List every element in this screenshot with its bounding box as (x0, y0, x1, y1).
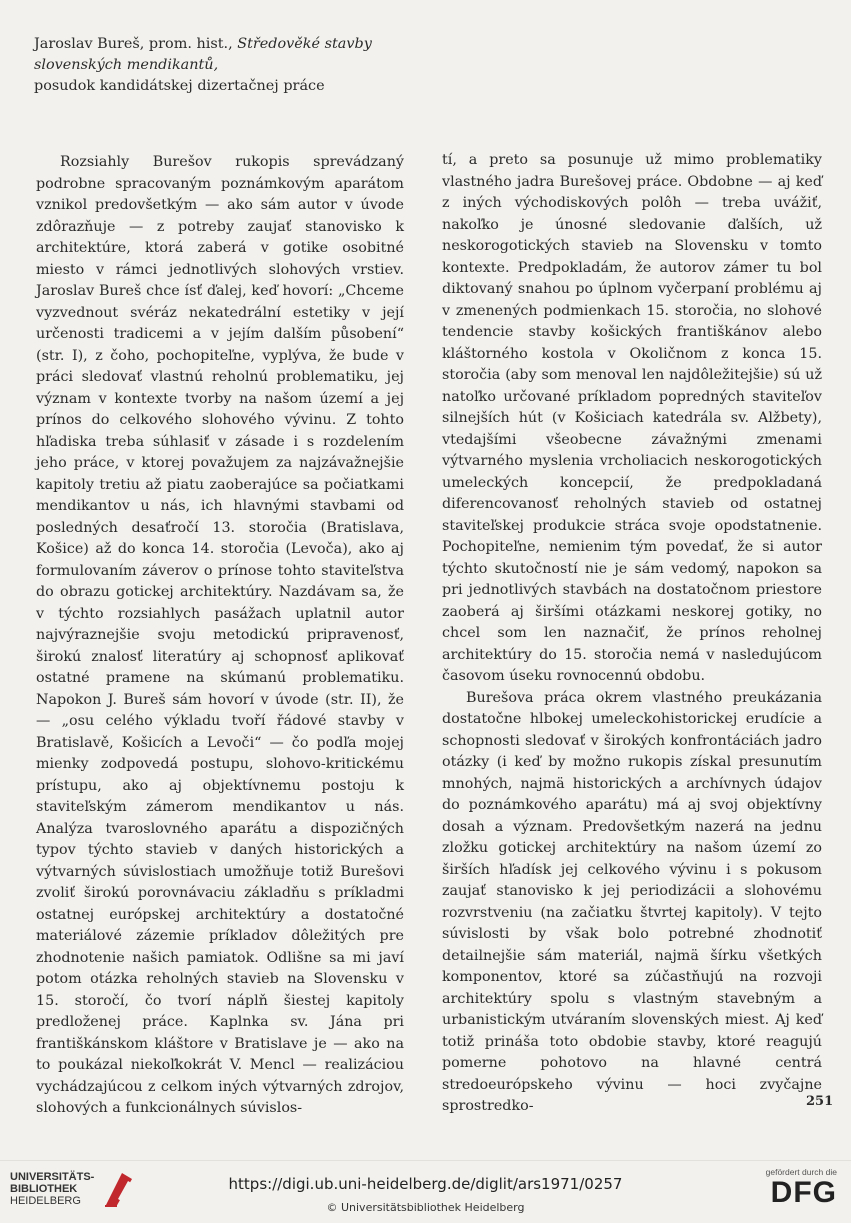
right-paragraph-1: tí, a preto sa posunuje už mimo problematiky vlastného jadra Burešovej práce. Obdobne — aj keď z iných východiskových polôh — treba uvážiť, nakoľko je únosné sledovanie ďalších, už neskorogotických stavieb na Slovensku v tomto kontexte. Predpokladám, že autorov zámer tu bol diktovaný snahou po úplnom vyčerpaní problému aj v zmenených podmienkach 15. storočia, no slohové tendencie stavby košických františkánov alebo kláštorného kostola v Okoličnom z konca 15. storočia (aby som menoval len najdôležitejšie) sú už natoľko určované príkladom popredných staviteľov silnejších hút (v Košiciach katedrála sv. Alžbety), vtedajšími všeobecne závažnými zmenami výtvarného myslenia vrcholiacich neskorogotických umeleckých koncepcií, že predpokladaná diferencovanosť reholných stavieb od ostatnej staviteľskej produkcie stráca svoje opodstatnenie. Pochopiteľne, nemienim tým povedať, že si autor týchto skutočností nie je sám vedomý, napokon sa pri jednotlivých stavbách na dostatočnom priestore zaoberá aj širšími otázkami neskorej gotiky, no chcel som len naznačiť, že prínos reholnej architektúry do 15. storočia nemá v nasledujúcom časovom úseku rovnocennú obdobu. (442, 152, 822, 684)
right-column (442, 150, 822, 1118)
library-name-line1: UNIVERSITÄTS- (10, 1171, 95, 1183)
review-header (34, 34, 434, 97)
page-number: 251 (806, 1094, 834, 1109)
right-paragraph-2: Burešova práca okrem vlastného preukázania dostatočne hlbokej umeleckohistorickej erudície a schopnosti sledovať v širokých konfrontáciách jadro otázky (i keď by možno rukopis získal presunutím mnohých, najmä historických a archívnych údajov do poznámkového aparátu) má aj svoj objektívny dosah a význam. Predovšetkým nazerá na jednu zložku gotickej architektúry na našom území zo širších hľadísk jej celkového vývinu i s pokusom zaujať stanovisko k jej periodizácii a slohovému rozvrstveniu (na začiatku štvrtej kapitoly). V tejto súvislosti by však bolo potrebné zhodnotiť detailnejšie sám materiál, najmä šírku všetkých komponentov, ktoré sa zúčastňujú na rozvoji architektúry spolu s vlastným stavebným a urbanistickým utváraním slovenských miest. Aj keď totiž prináša toto obdobie stavby, ktoré reagujú pomerne pohotovo na hlavné centrá stredoeurópskeho vývinu — hoci zvyčajne sprostredko- (442, 689, 822, 1114)
dfg-logo-block[interactable] (766, 1167, 837, 1209)
viewer-footer (0, 1160, 851, 1223)
library-name-line2: BIBLIOTHEK (10, 1183, 78, 1195)
dfg-logo: DFG (770, 1176, 837, 1209)
left-paragraph-1: Rozsiahly Burešov rukopis sprevádzaný podrobne spracovaným poznámkovým aparátom vznikol predovšetkým — ako sám autor v úvode zdôrazňuje — z potreby zaujať stanovisko k architektúre, ktorá zaberá v gotike osobitné miesto v rámci jednotlivých slohových vrstiev. Jaroslav Bureš chce ísť ďalej, keď hovorí: „Chceme vyzvednout svéráz nekatedrální estetiky v její určenosti tradicemi a v jejím dalším působení“ (str. I), z čoho, pochopiteľne, vyplýva, že bude v práci sledovať vlastnú reholnú problematiku, jej význam v kontexte tvorby na našom území a jej prínos do celkového slohového vývinu. Z tohto hľadiska treba súhlasiť v zásade i s rozdelením jeho práce, v ktorej považujem za najzávažnejšie kapitoly tretiu až piatu zaoberajúce sa počiatkami mendikantov u nás, ich hlavnými stavbami od posledných desaťročí 13. storočia (Bratislava, Košice) až do konca 14. storočia (Levoča), ako aj formulovaním záverov o prínose tohto staviteľstva do obrazu gotickej architektúry. Nazdávam sa, že v týchto rozsiahlych pasážach uplatnil autor najvýraznejšie svoju metodickú pripravenosť, širokú znalosť literatúry aj schopnosť aplikovať ostatné pramene na skúmanú problematiku. Napokon J. Bureš sám hovorí v úvode (str. II), že — „osu celého výkladu tvoří řádové stavby v Bratislavě, Košicích a Levoči“ — čo podľa mojej mienky zodpovedá postupu, slohovo-kritickému prístupu, ako aj objektívnemu postoju k staviteľským zámerom mendikantov u nás. Analýza tvaroslovného aparátu a dispozičných typov týchto stavieb v daných historických a výtvarných súvislostiach umožňuje totiž Burešovi zvoliť širokú porovnávaciu základňu s príkladmi ostatnej európskej architektúry a dostatočné materiálové zázemie príkladov dôležitých pre zhodnotenie našich pamiatok. Odlišne sa mi javí potom otázka reholných stavieb na Slovensku v 15. storočí, čo tvorí náplň šiestej kapitoly predloženej práce. Kaplnka sv. Jána pri františkánskom kláštore v Bratislave je — ako na to poukázal niekoľkokrát V. Mencl — realizáciou vychádzajúcou z celkom iných výtvarných zdrojov, slohových a funkcionálnych súvislos- (36, 154, 404, 1116)
header-author: Jaroslav Bureš, prom. hist., (34, 36, 238, 52)
copyright-text: © Universitätsbibliothek Heidelberg (326, 1201, 525, 1214)
header-title-part2: slovenských mendikantů, (34, 57, 219, 73)
left-column (36, 152, 404, 1120)
permalink-url[interactable]: https://digi.ub.uni-heidelberg.de/diglit/ars1971/0257 (228, 1175, 623, 1193)
funded-by-text: gefördert durch die (765, 1167, 837, 1177)
header-subtitle: posudok kandidátskej dizertačnej práce (34, 78, 325, 94)
library-name-line3: HEIDELBERG (10, 1195, 81, 1207)
copyright-notice (0, 1201, 851, 1214)
header-title-part1: Středověké stavby (237, 36, 372, 52)
